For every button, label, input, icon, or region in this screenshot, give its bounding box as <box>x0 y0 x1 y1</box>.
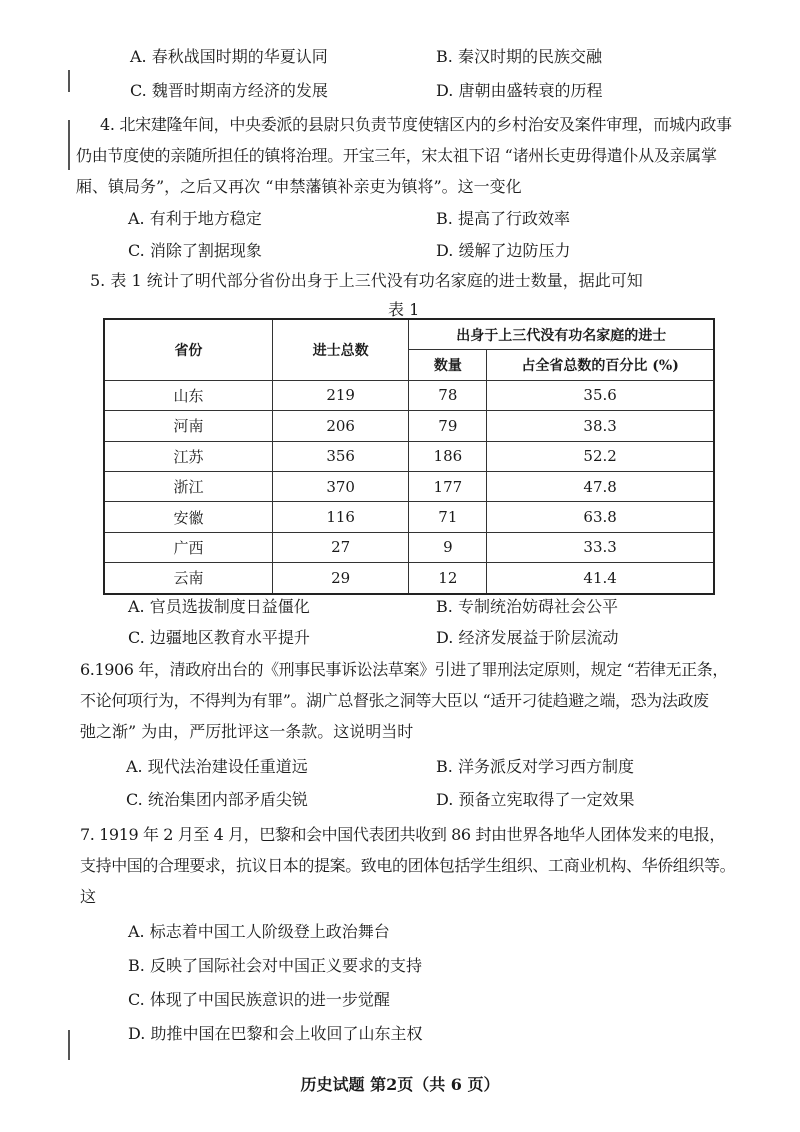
cell-province: 江苏 <box>104 441 272 471</box>
cell-percent: 47.8 <box>487 471 714 501</box>
q7-stem-line: 7. 1919 年 2 月至 4 月，巴黎和会中国代表团共收到 86 封由世界各地华人团体发来的电报， <box>80 825 725 844</box>
option-d[interactable]: D. 唐朝由盛转衰的历程 <box>436 81 603 100</box>
margin-mark <box>68 70 70 92</box>
cell-total: 219 <box>272 380 409 410</box>
q4-stem-line: 厢、镇局务”，之后又再次 “申禁藩镇补亲吏为镇将”。这一变化 <box>76 177 522 196</box>
option-c[interactable]: C. 魏晋时期南方经济的发展 <box>130 81 328 100</box>
cell-total: 356 <box>272 441 409 471</box>
table-caption: 表 1 <box>388 300 420 319</box>
header-total: 进士总数 <box>272 319 409 380</box>
q6-stem-line: 弛之渐” 为由，严厉批评这一条款。这说明当时 <box>80 722 414 741</box>
cell-province: 河南 <box>104 411 272 441</box>
q7-stem-line: 这 <box>80 887 97 906</box>
table-row <box>104 563 714 594</box>
option-d[interactable]: D. 经济发展益于阶层流动 <box>436 628 619 647</box>
table-row <box>104 471 714 501</box>
header-group: 出身于上三代没有功名家庭的进士 <box>409 319 714 350</box>
data-table <box>103 318 715 595</box>
table-row <box>104 380 714 410</box>
cell-percent: 35.6 <box>487 380 714 410</box>
option-c[interactable]: C. 消除了割据现象 <box>128 241 262 260</box>
cell-total: 370 <box>272 471 409 501</box>
option-a[interactable]: A. 官员选拔制度日益僵化 <box>128 597 310 616</box>
option-b[interactable]: B. 反映了国际社会对中国正义要求的支持 <box>128 956 422 975</box>
cell-total: 206 <box>272 411 409 441</box>
margin-mark <box>68 1030 70 1060</box>
cell-percent: 52.2 <box>487 441 714 471</box>
option-a[interactable]: A. 有利于地方稳定 <box>128 209 262 228</box>
q5-stem: 5. 表 1 统计了明代部分省份出身于上三代没有功名家庭的进士数量，据此可知 <box>90 271 643 290</box>
option-a[interactable]: A. 现代法治建设任重道远 <box>126 757 308 776</box>
cell-count: 177 <box>409 471 487 501</box>
cell-count: 79 <box>409 411 487 441</box>
cell-percent: 33.3 <box>487 532 714 562</box>
option-a[interactable]: A. 标志着中国工人阶级登上政治舞台 <box>128 922 390 941</box>
option-a[interactable]: A. 春秋战国时期的华夏认同 <box>130 47 328 66</box>
q6-stem-line: 不论何项行为，不得判为有罪”。湖广总督张之洞等大臣以 “适开刁徒趋避之端，恐为法政废 <box>80 691 709 710</box>
cell-count: 78 <box>409 380 487 410</box>
q4-stem-line: 仍由节度使的亲随所担任的镇将治理。开宝三年，宋太祖下诏 “诸州长吏毋得遣仆从及亲属掌 <box>76 146 717 165</box>
cell-count: 71 <box>409 502 487 532</box>
option-b[interactable]: B. 洋务派反对学习西方制度 <box>436 757 634 776</box>
cell-percent: 38.3 <box>487 411 714 441</box>
table-row <box>104 441 714 471</box>
margin-mark <box>68 120 70 170</box>
option-b[interactable]: B. 秦汉时期的民族交融 <box>436 47 602 66</box>
table-row <box>104 411 714 441</box>
option-d[interactable]: D. 缓解了边防压力 <box>436 241 571 260</box>
header-count: 数量 <box>409 350 487 380</box>
header-province: 省份 <box>104 319 272 380</box>
q4-stem-line: 4. 北宋建隆年间，中央委派的县尉只负责节度使辖区内的乡村治安及案件审理，而城内政事 <box>100 115 732 134</box>
cell-percent: 63.8 <box>487 502 714 532</box>
cell-total: 29 <box>272 563 409 594</box>
q7-stem-line: 支持中国的合理要求，抗议日本的提案。致电的团体包括学生组织、工商业机构、华侨组织等。 <box>80 856 736 875</box>
header-percent: 占全省总数的百分比 (%) <box>487 350 714 380</box>
cell-province: 广西 <box>104 532 272 562</box>
cell-total: 116 <box>272 502 409 532</box>
cell-count: 9 <box>409 532 487 562</box>
cell-province: 安徽 <box>104 502 272 532</box>
cell-province: 云南 <box>104 563 272 594</box>
cell-count: 12 <box>409 563 487 594</box>
option-b[interactable]: B. 提高了行政效率 <box>436 209 570 228</box>
q6-stem-line: 6.1906 年，清政府出台的《刑事民事诉讼法草案》引进了罪刑法定原则，规定 “若律无正条， <box>80 660 728 679</box>
option-c[interactable]: C. 体现了中国民族意识的进一步觉醒 <box>128 990 390 1009</box>
option-c[interactable]: C. 统治集团内部矛盾尖锐 <box>126 790 308 809</box>
option-d[interactable]: D. 助推中国在巴黎和会上收回了山东主权 <box>128 1024 423 1043</box>
cell-total: 27 <box>272 532 409 562</box>
cell-count: 186 <box>409 441 487 471</box>
page-footer: 历史试题 第2页（共 6 页） <box>300 1075 500 1094</box>
cell-percent: 41.4 <box>487 563 714 594</box>
cell-province: 山东 <box>104 380 272 410</box>
option-d[interactable]: D. 预备立宪取得了一定效果 <box>436 790 635 809</box>
table-row <box>104 532 714 562</box>
option-b[interactable]: B. 专制统治妨碍社会公平 <box>436 597 618 616</box>
table-row <box>104 502 714 532</box>
option-c[interactable]: C. 边疆地区教育水平提升 <box>128 628 310 647</box>
cell-province: 浙江 <box>104 471 272 501</box>
